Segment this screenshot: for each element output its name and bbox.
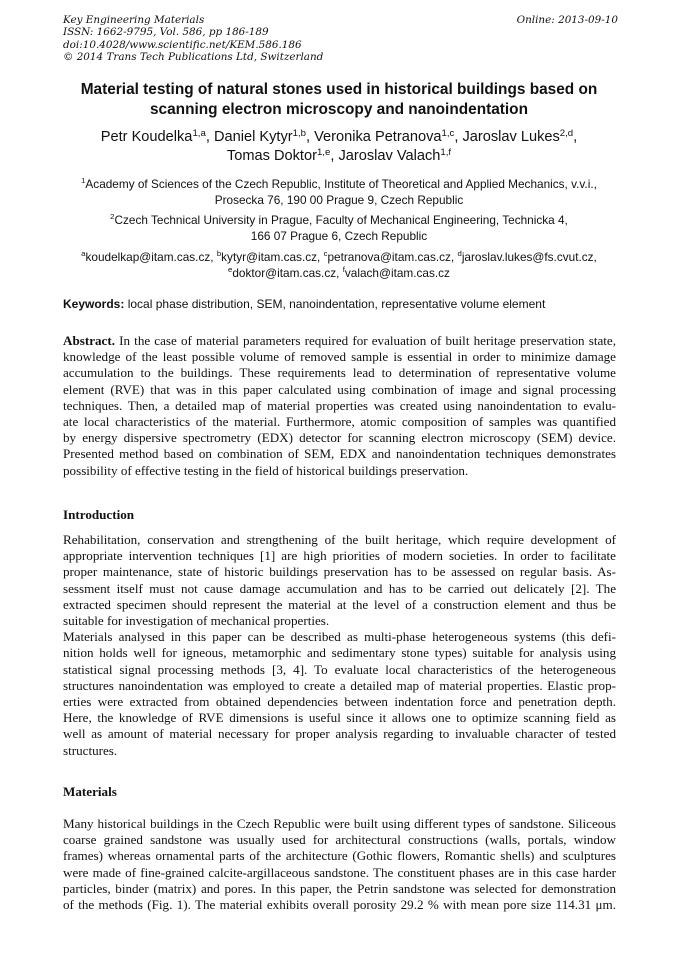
issn-line: ISSN: 1662-9795, Vol. 586, pp 186-189 bbox=[63, 26, 269, 39]
body-line: particles, binder (matrix) and pores. In this paper, the Petrin sandstone was selected for demonstration bbox=[63, 880, 616, 896]
author-marker: 1,b bbox=[292, 128, 306, 139]
affiliation-2 bbox=[40, 212, 638, 244]
affiliation-line: 166 07 Prague 6, Czech Republic bbox=[250, 229, 428, 243]
author-marker: 1,a bbox=[192, 128, 206, 139]
affiliation-marker: 2 bbox=[110, 212, 115, 221]
introduction-body bbox=[63, 532, 616, 759]
email-marker: b bbox=[216, 249, 222, 258]
author-name: Tomas Doktor bbox=[226, 148, 317, 164]
body-text: . bbox=[612, 897, 616, 913]
body-line: Materials analysed in this paper can be described as multi-phase heterogeneous systems (this defi- bbox=[63, 629, 616, 645]
body-line: Rehabilitation, conservation and strengthening of the built heritage, which require development of bbox=[63, 532, 616, 547]
email-address[interactable]: kytyr@itam.cas.cz, bbox=[221, 250, 321, 264]
abstract-line: ate local characteristics of the material. Furthermore, atomic composition of samples was quantified bbox=[63, 414, 616, 430]
body-text: with mean pore size bbox=[438, 897, 556, 913]
keywords bbox=[63, 297, 618, 312]
body-line: proper maintenance, state of historic buildings preservation has to be assessed on regular basis. As- bbox=[63, 564, 616, 580]
affiliation-line bbox=[40, 176, 638, 192]
email-address[interactable]: jaroslav.lukes@fs.cvut.cz, bbox=[461, 250, 597, 264]
author-name: Daniel Kytyr bbox=[213, 129, 293, 145]
email-marker: a bbox=[81, 249, 86, 258]
body-line: Many historical buildings in the Czech Republic were built using different types of sandstone. Siliceous bbox=[63, 816, 616, 831]
body-line: erties were extracted from obtained dependencies between indentation force and penetration depth. bbox=[63, 694, 616, 710]
abstract-line: Presented method based on combination of SEM, EDX and nanoindentation techniques demonstrates bbox=[63, 446, 616, 462]
author-row: Tomas Doktor$^{1,e}$, Jaroslav Valach$^{1,f}$ bbox=[226, 147, 452, 164]
keywords-text: local phase distribution, SEM, nanoindentation, representative volume element bbox=[127, 297, 546, 311]
pore-size-value: 114.31 μm bbox=[555, 897, 613, 913]
keywords-label: Keywords: bbox=[63, 297, 125, 311]
doi-line: doi:10.4028/www.scientific.net/KEM.586.186 bbox=[63, 38, 302, 51]
email-marker: f bbox=[342, 265, 345, 274]
author-name: Veronika Petranova bbox=[314, 129, 442, 145]
affiliation-text: Academy of Sciences of the Czech Republic, Institute of Theoretical and Applied Mechanics, v.v.i., bbox=[85, 177, 597, 191]
author-name: Jaroslav Valach bbox=[338, 148, 441, 164]
abstract-line: possibility of effective testing in the field of historical buildings preservation. bbox=[63, 462, 469, 478]
email-address[interactable]: petranova@itam.cas.cz, bbox=[327, 250, 455, 264]
title-line: scanning electron microscopy and nanoindentation bbox=[150, 101, 528, 118]
email-address[interactable]: valach@itam.cas.cz bbox=[344, 266, 450, 280]
email-address[interactable]: koudelkap@itam.cas.cz, bbox=[85, 250, 214, 264]
body-line: suitable for investigation of mechanical properties. bbox=[63, 613, 330, 629]
email-marker: c bbox=[323, 249, 328, 258]
author-name: Jaroslav Lukes bbox=[462, 129, 560, 145]
abstract-text: In the case of material parameters required for evaluation of built heritage preservation state, bbox=[119, 333, 616, 348]
porosity-value: 29.2 % bbox=[400, 897, 439, 913]
affiliation-1 bbox=[40, 176, 638, 208]
email-list bbox=[40, 249, 638, 281]
abstract-line: techniques. Then, a detailed map of material properties was created using nanoindentation to evalu- bbox=[63, 397, 616, 413]
body-line: extracted specimen should represent the material at the level of a construction element and thus be bbox=[63, 596, 616, 612]
body-line: structures nanoindentation was employed to create a detailed map of material properties. Elastic prop- bbox=[63, 677, 616, 693]
abstract bbox=[63, 333, 616, 479]
body-line bbox=[63, 897, 616, 913]
affiliation-line: Prosecka 76, 190 00 Prague 9, Czech Republic bbox=[214, 193, 464, 207]
paper-title bbox=[58, 80, 620, 120]
body-line: well as amount of material necessary for proper analysis regarding to invaluable character of tested bbox=[63, 726, 616, 742]
email-marker: e bbox=[228, 265, 233, 274]
journal-name: Key Engineering Materials bbox=[63, 14, 205, 26]
abstract-line: knowledge of the least possible volume of removed sample is essential in order to minimize damage bbox=[63, 349, 616, 365]
online-date: Online: 2013-09-10 bbox=[516, 14, 618, 26]
author-row: Petr Koudelka$^{1,a}$, Daniel Kytyr$^{1,b}$, Veronika Petranova$^{1,c}$, Jaroslav Lukes$^{2,d}$, bbox=[100, 128, 578, 145]
abstract-label: Abstract. bbox=[63, 333, 115, 348]
email-marker: d bbox=[457, 249, 462, 258]
author-marker: 1,e bbox=[316, 147, 331, 158]
affiliation-line bbox=[40, 212, 638, 228]
email-row bbox=[40, 265, 638, 281]
body-line: sessment itself must not cause damage accumulation and has to be carried out delicately [2]. The bbox=[63, 580, 616, 596]
email-address[interactable]: doktor@itam.cas.cz, bbox=[232, 266, 340, 280]
author-name: Petr Koudelka bbox=[100, 129, 193, 145]
body-line: statistical signal processing methods [3, 4]. To evaluate local characteristics of the heterogeneous bbox=[63, 661, 616, 677]
author-marker: 1,f bbox=[440, 147, 452, 158]
abstract-line: by energy dispersive spectrometry (EDX) detector for scanning electron microscopy (SEM) device. bbox=[63, 430, 616, 446]
title-line: Material testing of natural stones used in historical buildings based on bbox=[80, 81, 598, 98]
body-line: structures. bbox=[63, 742, 118, 758]
body-line: were made of fine-grained calcite-argillaceous sandstone. The constituent phases are in this case harder bbox=[63, 864, 616, 880]
body-text: of the methods (Fig. 1). The material exhibits overall porosity bbox=[63, 897, 401, 913]
author-list bbox=[40, 128, 638, 166]
body-line: appropriate intervention techniques [1] are high priorities of modern societies. In order to facilitate bbox=[63, 548, 616, 564]
body-line: frames) whereas ornamental parts of the architecture (Gothic flowers, Romantic shells) and sculptures bbox=[63, 848, 616, 864]
abstract-line: element (RVE) that was in this paper calculated using combination of image and signal processing bbox=[63, 381, 616, 397]
author-marker: 1,c bbox=[441, 128, 455, 139]
materials-body bbox=[63, 816, 616, 913]
body-line: Here, the knowledge of RVE dimensions is useful since it allows one to optimize scanning field as bbox=[63, 710, 616, 726]
affiliation-marker: 1 bbox=[81, 176, 86, 185]
abstract-line bbox=[63, 333, 616, 349]
body-line: coarse grained sandstone was usually used for architectural constructions (walls, portals, window bbox=[63, 832, 616, 848]
affiliation-text: Czech Technical University in Prague, Faculty of Mechanical Engineering, Technicka 4, bbox=[114, 213, 568, 227]
email-row bbox=[40, 249, 638, 265]
copyright-line: © 2014 Trans Tech Publications Ltd, Switzerland bbox=[63, 50, 324, 63]
author-marker: 2,d bbox=[559, 128, 574, 139]
materials-heading: Materials bbox=[63, 784, 117, 799]
publication-header bbox=[63, 14, 618, 63]
abstract-line: accumulation to the buildings. These requirements lead to determination of representative volume bbox=[63, 365, 616, 381]
body-line: nition holds well for igneous, metamorphic and sedimentary stone types) suitable for analysis using bbox=[63, 645, 616, 661]
introduction-heading: Introduction bbox=[63, 507, 135, 522]
